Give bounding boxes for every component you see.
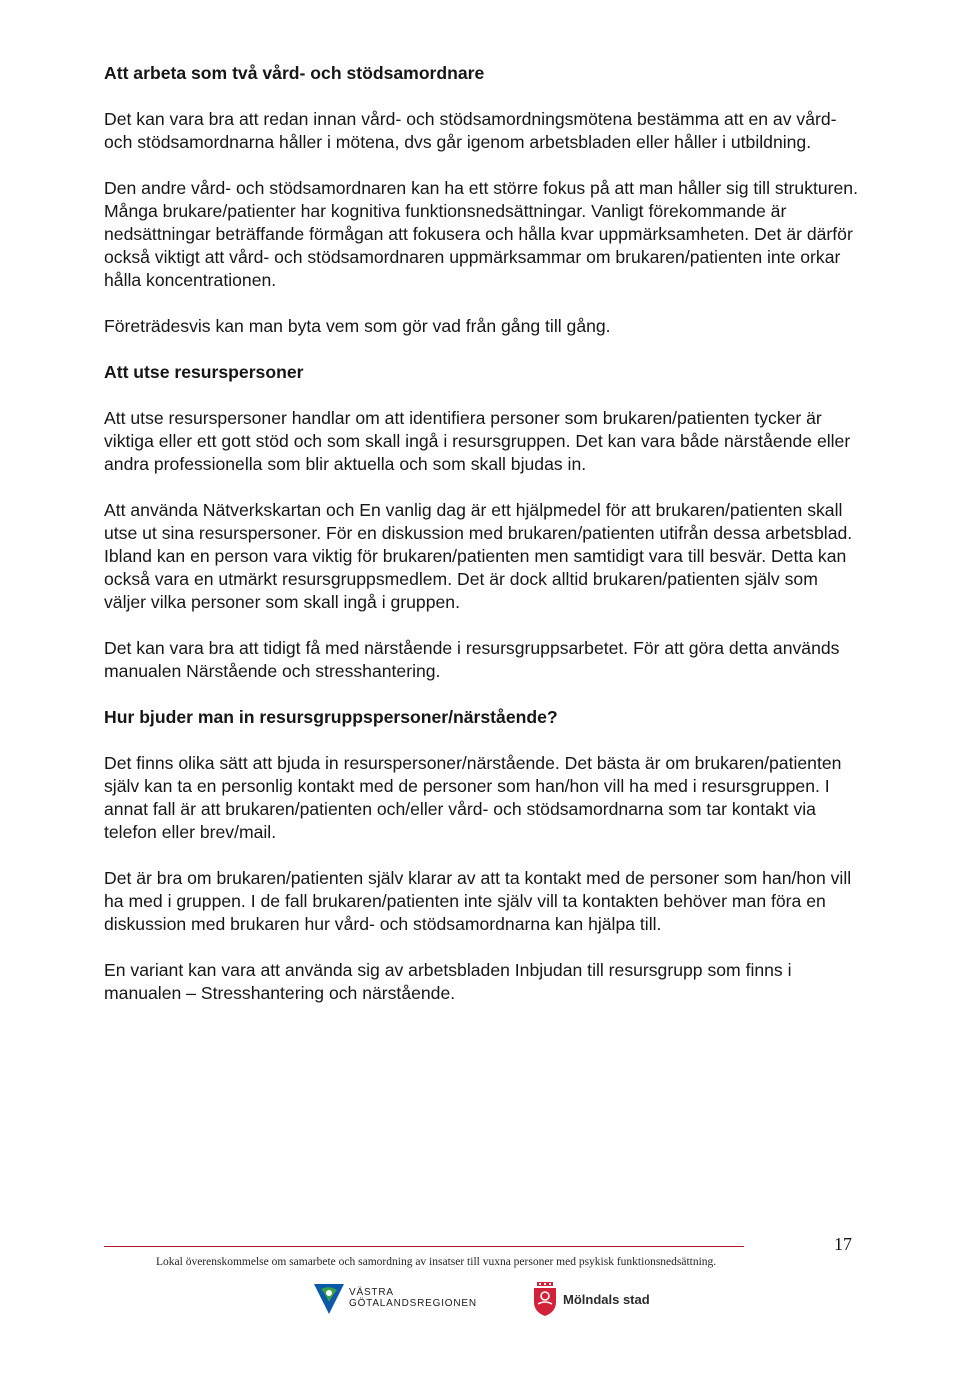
molndal-logo-text: Mölndals stad (563, 1291, 650, 1307)
paragraph: Ibland kan en person vara viktig för brukaren/patienten men samtidigt vara till besvär. Detta kan också vara en utmärkt resursgruppsmedlem. Det är dock alltid brukaren/patienten själv som väljer vilka personer som skall ingå i gruppen. (104, 546, 847, 612)
section-heading-two-coordinators: Att arbeta som två vård- och stödsamordnare (104, 63, 485, 83)
paragraph: Det kan vara bra att redan innan vård- och stödsamordningsmötena bestämma att en av vård- och stödsamordnarna håller i mötena, dvs går igenom arbetsbladen eller håller i utbildning. (104, 109, 837, 152)
document-body (104, 62, 864, 1028)
vgr-logo-text: VÄSTRA GÖTALANDSREGIONEN (349, 1287, 477, 1309)
paragraph: Det kan vara bra att tidigt få med närstående i resursgruppsarbetet. För att göra detta används manualen Närstående och stresshantering. (104, 638, 840, 681)
vastra-gotalandsregionen-logo (312, 1280, 477, 1316)
footer-divider (104, 1246, 744, 1247)
page-number: 17 (834, 1234, 852, 1254)
paragraph: Det är bra om brukaren/patienten själv klarar av att ta kontakt med de personer som han/hon vill ha med i gruppen. I de fall brukaren/patienten inte själv vill ta kontakten behöver man föra en diskussion med brukaren hur vård- och stödsamordnarna kan hjälpa till. (104, 868, 852, 934)
vgr-logo-icon (312, 1280, 346, 1316)
section-heading-resource-persons: Att utse resurspersoner (104, 362, 304, 382)
section-heading-how-to-invite: Hur bjuder man in resursgruppspersoner/närstående? (104, 707, 558, 727)
footer-text: Lokal överenskommelse om samarbete och samordning av insatser till vuxna personer med psykisk funktionsnedsättning. (156, 1256, 717, 1268)
paragraph: Att använda Nätverkskartan och En vanlig dag är ett hjälpmedel för att brukaren/patienten skall utse ut sina resurspersoner. För en diskussion med brukaren/patienten utifrån dessa arbetsblad. (104, 500, 853, 543)
molndals-stad-logo (532, 1282, 650, 1316)
paragraph: Det finns olika sätt att bjuda in resurspersoner/närstående. Det bästa är om brukaren/patienten själv kan ta en personlig kontakt med de personer som han/hon vill ha med i resursgruppen. I annat fall är att brukaren/patienten och/eller vård- och stödsamordnarna som tar kontakt via telefon eller brev/mail. (104, 753, 842, 842)
molndal-shield-icon (532, 1282, 558, 1316)
paragraph: Företrädesvis kan man byta vem som gör vad från gång till gång. (104, 316, 611, 336)
paragraph: Den andre vård- och stödsamordnaren kan ha ett större fokus på att man håller sig till strukturen. Många brukare/patienter har kognitiva funktionsnedsättningar. Vanligt förekommande är nedsättningar beträffande förmågan att fokusera och hålla kvar uppmärksamheten. Det är därför också viktigt att vård- och stödsamordnaren uppmärksammar om brukaren/patienten inte orkar hålla koncentrationen. (104, 178, 858, 290)
paragraph: En variant kan vara att använda sig av arbetsbladen Inbjudan till resursgrupp som finns i manualen – Stresshantering och närstående. (104, 960, 792, 1003)
paragraph: Att utse resurspersoner handlar om att identifiera personer som brukaren/patienten tycker är viktiga eller ett gott stöd och som skall ingå i resursgruppen. Det kan vara både närstående eller andra professionella som blir aktuella och som skall bjudas in. (104, 408, 851, 474)
